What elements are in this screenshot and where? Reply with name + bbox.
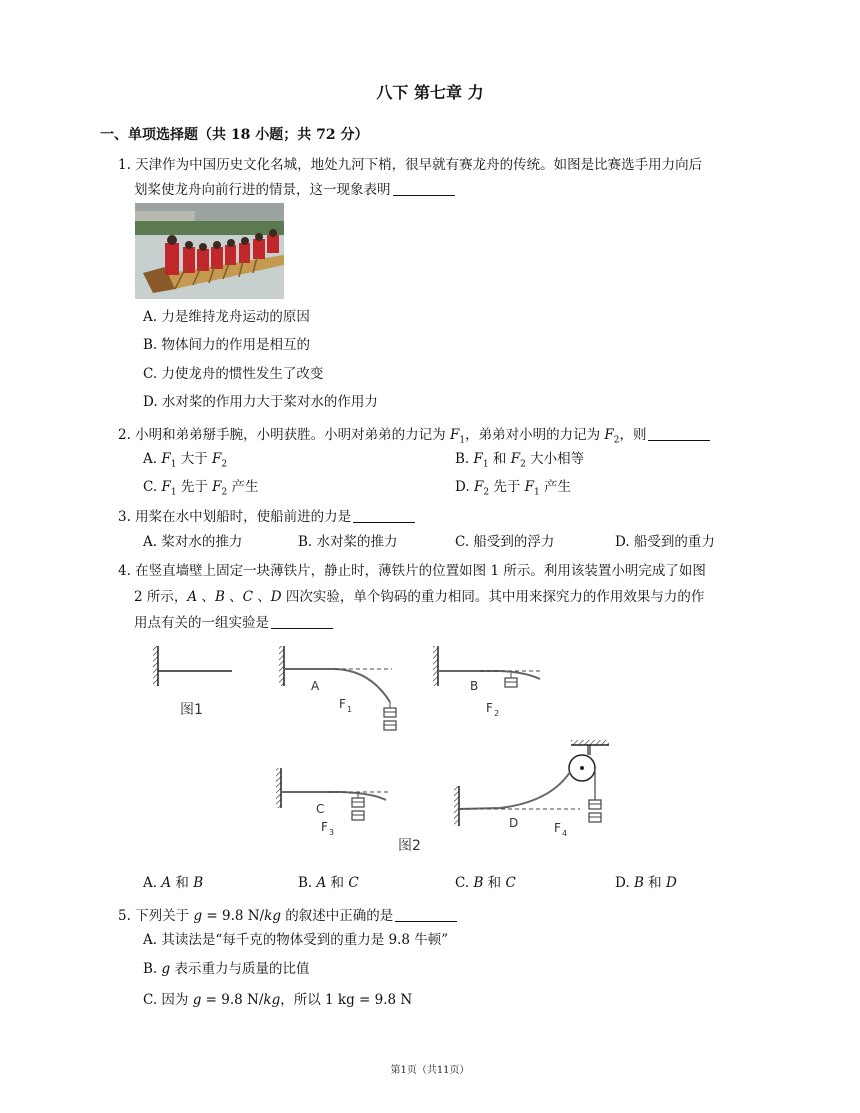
q4-stem-line1: 4. 在竖直墙壁上固定一块薄铁片，静止时，薄铁片的位置如图 1 所示。利用该装置小明完成了如图 — [118, 563, 706, 579]
q5-option-a[interactable]: A. 其读法是“每千克的物体受到的重力是 9.8 牛顿” — [143, 932, 449, 948]
q1-option-a[interactable]: A. 力是维持龙舟运动的原因 — [143, 309, 310, 325]
q4-figure — [140, 640, 620, 860]
label-f2: F — [486, 701, 493, 715]
label-f4: F — [554, 821, 561, 835]
answer-blank — [648, 426, 710, 441]
q1-stem-line1: 1. 天津作为中国历史文化名城，地处九河下梢，很早就有赛龙舟的传统。如图是比赛选手用力向后 — [118, 157, 703, 173]
label-c: C — [316, 802, 325, 816]
section-heading: 一、单项选择题（共 18 小题；共 72 分） — [100, 127, 369, 143]
label-f3: F — [321, 820, 328, 834]
label-f1: F — [339, 697, 346, 711]
answer-blank — [393, 181, 455, 196]
experiment-d-diagram — [454, 740, 609, 838]
experiment-a-diagram — [279, 646, 396, 730]
q2-option-c[interactable]: C. $F_1$ 先于 $F_2$ 产生 — [143, 479, 259, 498]
q4-option-c[interactable]: C. B 和 C — [455, 875, 516, 891]
q5-option-b[interactable]: B. g 表示重力与质量的比值 — [143, 961, 310, 977]
dragon-boat-photo — [135, 203, 284, 299]
q1-option-d[interactable]: D. 水对桨的作用力大于桨对水的作用力 — [143, 394, 378, 410]
q5-option-c[interactable]: C. 因为 g = 9.8 N/kg，所以 1 kg = 9.8 N — [143, 992, 413, 1008]
q1-option-b[interactable]: B. 物体间力的作用是相互的 — [143, 337, 311, 353]
q4-option-a[interactable]: A. A 和 B — [143, 875, 204, 891]
label-a: A — [311, 679, 320, 693]
q4-option-d[interactable]: D. B 和 D — [615, 875, 677, 891]
q3-option-c[interactable]: C. 船受到的浮力 — [455, 534, 555, 550]
answer-blank — [271, 614, 333, 629]
q3-stem: 3. 用桨在水中划船时，使船前进的力是 — [118, 505, 415, 525]
q4-stem-line2: 2 所示，A 、B 、C 、D 四次实验，单个钩码的重力相同。其中用来探究力的作用效果与力的作 — [134, 589, 705, 605]
q3-option-b[interactable]: B. 水对桨的推力 — [298, 534, 398, 550]
q2-option-d[interactable]: D. $F_2$ 先于 $F_1$ 产生 — [455, 479, 572, 498]
experiment-b-diagram — [433, 646, 540, 718]
q4-stem-line3: 用点有关的一组实验是 — [134, 611, 333, 631]
q3-option-a[interactable]: A. 桨对水的推力 — [143, 534, 243, 550]
figure-1-label: 图1 — [180, 702, 203, 718]
answer-blank — [353, 508, 415, 523]
answer-blank — [395, 907, 457, 922]
page-footer: 第1页（共11页） — [390, 1065, 470, 1076]
q1-stem-line2: 划桨使龙舟向前行进的情景，这一现象表明 — [134, 178, 455, 198]
figure-2-label: 图2 — [398, 838, 421, 854]
q2-option-a[interactable]: A. $F_1$ 大于 $F_2$ — [143, 451, 228, 470]
svg-text:1: 1 — [347, 705, 353, 714]
q2-option-b[interactable]: B. $F_1$ 和 $F_2$ 大小相等 — [455, 451, 585, 470]
q4-option-b[interactable]: B. A 和 C — [298, 875, 359, 891]
figure-1-diagram — [153, 646, 232, 718]
label-d: D — [509, 816, 519, 830]
q3-option-d[interactable]: D. 船受到的重力 — [615, 534, 715, 550]
svg-text:4: 4 — [562, 829, 568, 838]
q1-option-c[interactable]: C. 力使龙舟的惯性发生了改变 — [143, 366, 324, 382]
q2-stem: 2. 小明和弟弟掰手腕，小明获胜。小明对弟弟的力记为 $F_1$，弟弟对小明的力记为 $F_2$，则 — [118, 423, 710, 446]
experiment-c-diagram — [276, 768, 388, 837]
label-b: B — [470, 679, 479, 693]
svg-text:2: 2 — [494, 709, 500, 718]
page-title: 八下 第七章 力 — [376, 83, 484, 102]
q5-stem: 5. 下列关于 g = 9.8 N/kg 的叙述中正确的是 — [118, 904, 457, 924]
svg-text:3: 3 — [329, 828, 335, 837]
